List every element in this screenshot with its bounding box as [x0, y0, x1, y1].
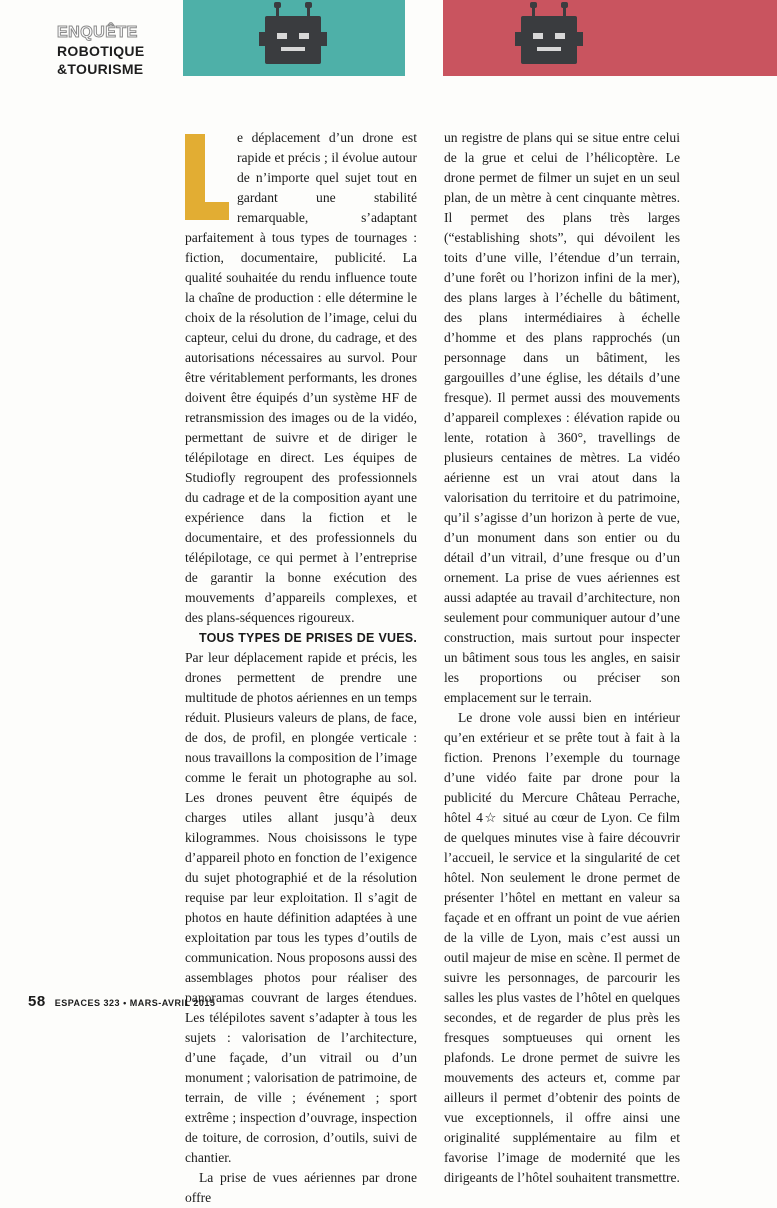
article-column-left [185, 128, 417, 1208]
paragraph-aerial-continued: un registre de plans qui se situe entre celui de la grue et celui de l’hélicoptère. Le drone permet de filmer un sujet en un seul plan, de un mètre à cent cinquante mètres. Il permet des plans très larges (“establishing shots”, qui dévoilent les toits d’une ville, l’étendue d’un terrain, d’une forêt ou l’horizon infini de la mer), des plans larges à l’échelle du bâtiment, des plans intermédiaires à échelle d’homme et des plans rapprochés (un personnage dans un bâtiment, les gargouilles d’une église, les détails d’une fresque). Il permet aussi des mouvements d’appareil complexes : élévation rapide ou lente, rotation à 360°, travellings de plusieurs centaines de mètres. La vidéo aérienne est un vrai atout dans la valorisation du territoire et du patrimoine, qu’il s’agisse d’un horizon à perte de vue, d’un monument dans son entier ou du détail d’un vitrail, d’une fresque ou d’un ornement. La prise de vues aériennes est aussi adaptée au travail d’architecture, non seulement pour communiquer autour d’une construction, mais surtout pour inspecter un bâtiment sous tous les angles, en saisir les proportions ou préciser son emplacement sur le terrain. [444, 130, 680, 705]
page-footer [28, 993, 215, 1010]
subheading: TOUS TYPES DE PRISES DE VUES. [199, 631, 417, 645]
article-column-right [444, 128, 680, 1188]
paragraph-photos [185, 628, 417, 1168]
paragraph-photos-text: Par leur déplacement rapide et précis, les drones permettent de prendre une multitude de photos aériennes en un temps réduit. Plusieurs valeurs de plans, de face, de dos, de profil, en plongée verticale : nous travaillons la composition de l’image comme le ferait un photographe au sol. Les drones peuvent être équipés de charges utiles allant jusqu’à deux kilogrammes. Nous choisissons le type d’appareil photo en fonction de l’exigence du sujet photographié et de la résolution requise par leur exploitation. Il s’agit de photos en haute définition adaptées à une exploitation par tous les types d’outils de communication. Nous proposons aussi des assemblages photos pour réaliser des panoramas couvrant de larges étendues. Les télépilotes savent s’adapter à tous les sujets : valorisation de l’architecture, d’une façade, d’un vitrail ou d’un monument ; valorisation de patrimoine, de terrain, de ville ; événement ; sport extrême ; inspection d’ouvrage, inspection de toiture, de corrosion, d’outils, suivi de chantier. [185, 650, 417, 1165]
page-number: 58 [28, 993, 46, 1010]
section-kicker [57, 24, 197, 78]
robot-icon [521, 16, 577, 64]
paragraph-hotel: Le drone vole aussi bien en intérieur qu’en extérieur et se prête tout à fait à la fiction. Prenons l’exemple du tournage d’une vidéo faite par drone pour la publicité du Mercure Château Perrache, hôtel 4☆ situé au cœur de Lyon. Ce film de quelques minutes vise à faire découvrir l’accueil, le service et la singularité de cet hôtel. Non seulement le drone permet de présenter l’hôtel en mettant en valeur sa façade et en offrant un point de vue aérien de la ville de Lyon, mais c’est aussi un outil majeur de mise en scène. Il permet de suivre les personnages, de parcourir les salles les plus vastes de l’hôtel en quelques secondes, et de regarder de plus près les fresques somptueuses qui ornent les plafonds. Le drone permet de suivre les mouvements des acteurs et, comme par ailleurs il permet d’obtenir des points de vue exceptionnels, il offre ainsi une originalité supplémentaire au film et favorise l’image de modernité que les dirigeants de l’hôtel souhaitent transmettre. [444, 710, 680, 1185]
paragraph-aerial-start: La prise de vues aériennes par drone offre [185, 1170, 417, 1205]
section-category: ENQUÊTE [57, 24, 138, 41]
robot-icon [265, 16, 321, 64]
paragraph-intro: e déplacement d’un drone est rapide et précis ; il évolue autour de n’importe quel sujet tout en gardant une stabilité remarquable, s’adaptant parfaitement à tous types de tournages : fiction, documentaire, publicité. La qualité souhaitée du rendu influence toute la chaîne de production : elle détermine le choix de la résolution de l’image, celui du capteur, celui du drone, du cadrage, et des autorisations nécessaires au survol. Pour être véritablement performants, les drones doivent être équipés d’un système HF de retransmission des images ou de la vidéo, permettant de suivre et de diriger le télépilotage en direct. Les équipes de Studiofly regroupent des professionnels du cadrage et de la composition ayant une expérience dans la fiction et le documentaire, et des professionnels du télépilotage, ce qui permet à l’entreprise de garantir la bonne exécution des mouvements d’appareils complexes, et des plans-séquences rigoureux. [185, 130, 417, 625]
section-title-line2: &TOURISME [57, 61, 144, 77]
issue-info: ESPACES 323 • MARS-AVRIL 2015 [54, 998, 216, 1008]
dropcap-letter [185, 134, 229, 220]
header-banner-teal [183, 0, 405, 76]
header-banner-red [443, 0, 777, 76]
section-title-line1: ROBOTIQUE [57, 43, 145, 59]
